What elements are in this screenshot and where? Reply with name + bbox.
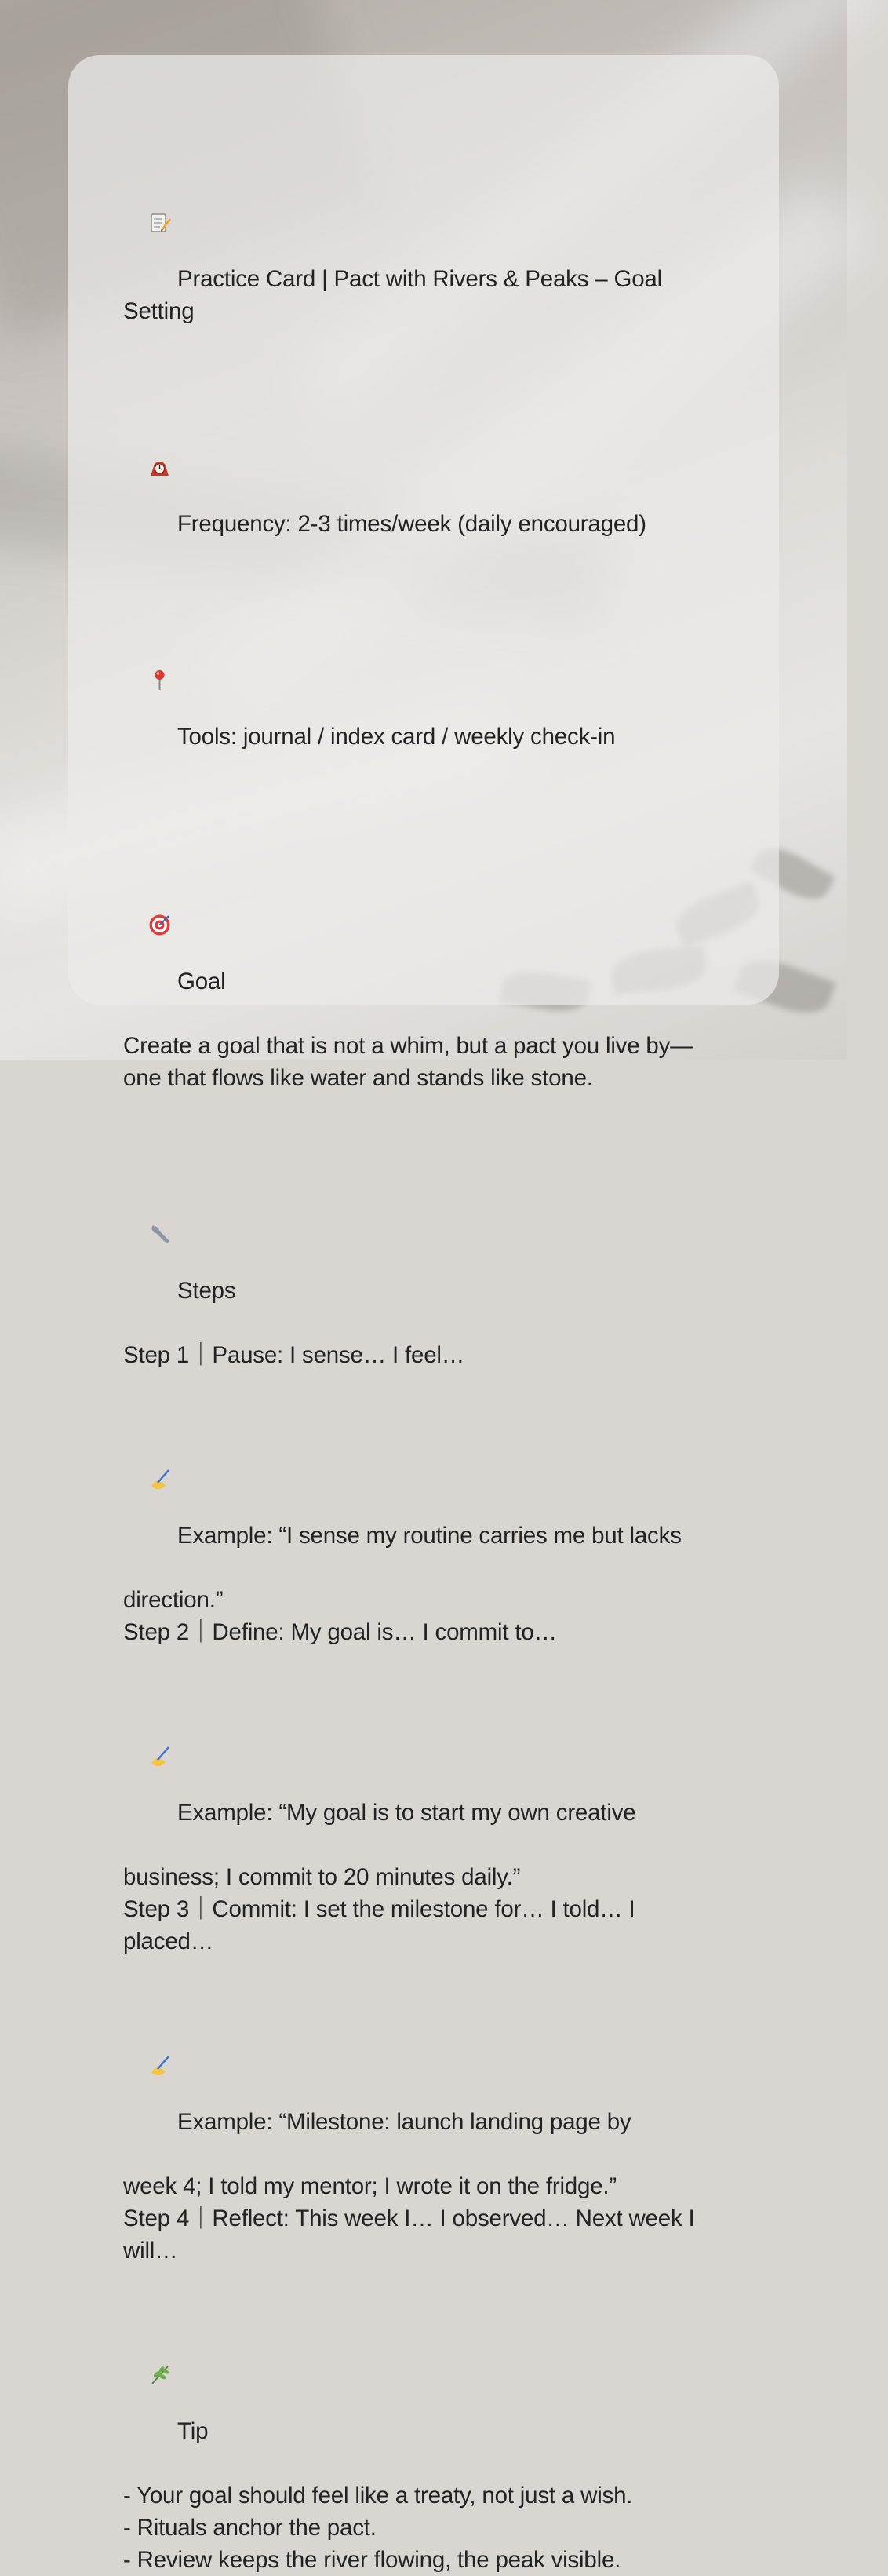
tip-item: - Review keeps the river flowing, the peak visible.: [123, 2547, 621, 2573]
memo-icon: [148, 147, 171, 170]
example-line: [123, 1371, 732, 1584]
frequency-line: [123, 359, 732, 572]
goal-text-line: Create a goal that is not a whim, but a pact you live by—: [123, 1033, 693, 1059]
example-line: [123, 1648, 732, 1861]
wrench-icon: [148, 1158, 171, 1181]
writing-hand-icon: [148, 1990, 171, 2012]
tools-line: [123, 572, 732, 785]
step-line: Step 1｜Pause: I sense… I feel…: [123, 1342, 465, 1368]
target-icon: [148, 849, 171, 872]
clock-icon: [148, 392, 171, 414]
step-line: Step 3｜Commit: I set the milestone for… I told… I: [123, 1896, 635, 1922]
goal-heading-text: Goal: [177, 969, 226, 994]
goal-text-line: one that flows like water and stands like stone.: [123, 1065, 593, 1091]
step-line: Step 2｜Define: My goal is… I commit to…: [123, 1619, 557, 1645]
spacer: [123, 785, 732, 817]
writing-hand-icon: [148, 1403, 171, 1426]
spacer: [123, 1094, 732, 1126]
frequency-text: Frequency: 2-3 times/week (daily encouraged): [177, 511, 646, 537]
goal-heading: [123, 817, 732, 1030]
steps-heading: [123, 1126, 732, 1339]
tip-heading: [123, 2267, 732, 2479]
example-line: [123, 1958, 732, 2170]
herb-icon: [148, 2299, 171, 2322]
example-line: direction.”: [123, 1587, 224, 1613]
pin-icon: [148, 604, 171, 627]
title-line: [123, 115, 732, 359]
writing-hand-icon: [148, 1680, 171, 1703]
step-line: will…: [123, 2238, 178, 2264]
steps-heading-text: Steps: [177, 1278, 236, 1304]
example-text: Example: “My goal is to start my own creative: [177, 1800, 636, 1826]
tip-item: - Your goal should feel like a treaty, not just a wish.: [123, 2483, 633, 2508]
tip-heading-text: Tip: [177, 2418, 209, 2444]
example-text: Example: “Milestone: launch landing page by: [177, 2109, 631, 2135]
practice-card: [68, 55, 779, 2573]
tools-text: Tools: journal / index card / weekly check-in: [177, 724, 616, 750]
tip-item: - Rituals anchor the pact.: [123, 2515, 377, 2541]
example-text: Example: “I sense my routine carries me but lacks: [177, 1523, 682, 1549]
step-line: placed…: [123, 1928, 214, 1954]
example-line: week 4; I told my mentor; I wrote it on the fridge.”: [123, 2173, 617, 2199]
example-line: business; I commit to 20 minutes daily.”: [123, 1864, 521, 1890]
step-line: Step 4｜Reflect: This week I… I observed… Next week I: [123, 2206, 695, 2231]
title-text: Practice Card | Pact with Rivers & Peaks – Goal Setting: [123, 266, 668, 324]
